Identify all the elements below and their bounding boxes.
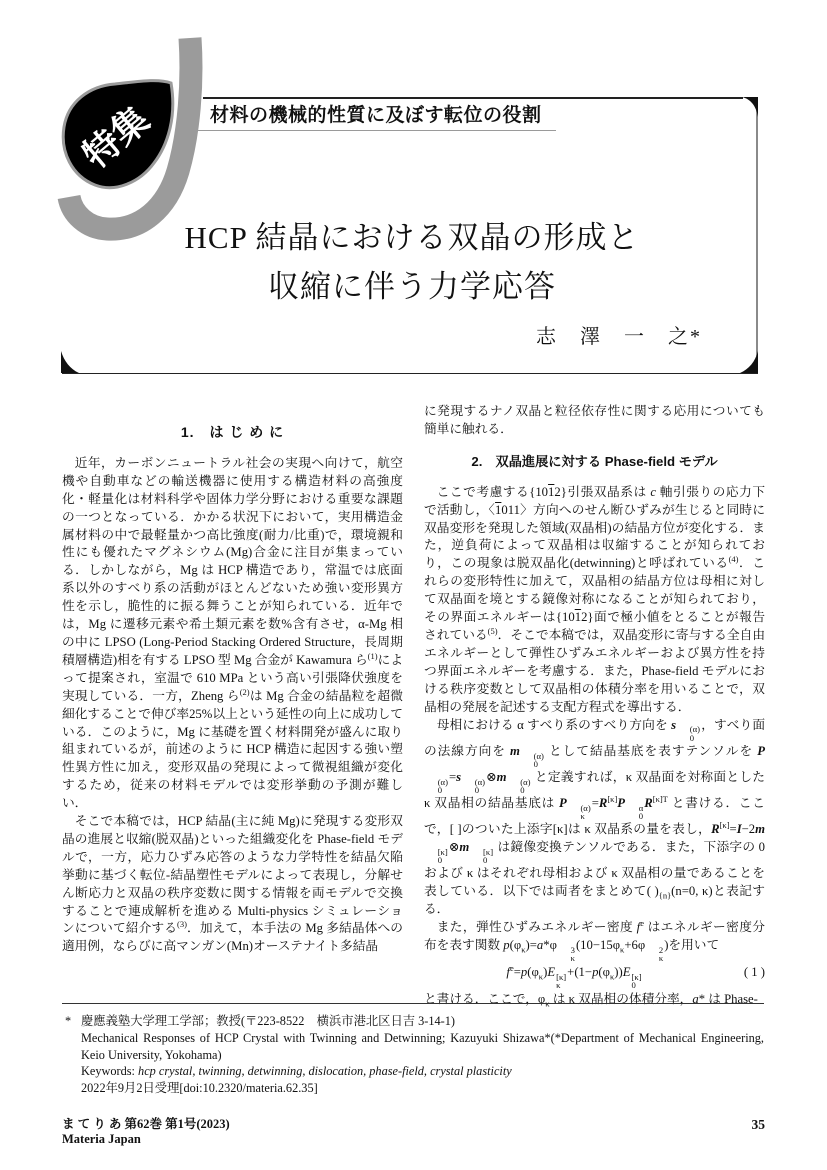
author-name: 志 澤 一 之* — [536, 326, 702, 348]
right-column — [424, 403, 766, 1009]
body-paragraph: ここで考慮する{1012}引張双晶系は c 軸引張りの応力下で活動し，〈1011〉方向へのせん断ひずみが生じると同時に双晶変形を発現した領域(双晶相)の結晶方位が変化する．また，逆負荷によって双晶相は収縮することが知られており，この現象は脱双晶化(detwinning)と呼ばれている$^{(4)}$．これらの変形特性に加えて，双晶相の結晶方位は母相に対して双晶面を境とする鏡像対称になることが知られており，その界面エネルギーは{1012}面で極小値をとることが報告されている$^{(5)}$．そこで本稿では，双晶変形に寄与する全自由エネルギーとして弾性ひずみエネルギーおよび異方性を持つ界面エネルギーを考慮する．また，Phase-field モデルにおける秩序変数として双晶相の体積分率を用いることで，双晶相の発展を記述する支配方程式を導出する． — [424, 484, 766, 714]
article-title-line2: 収縮に伴う力学応答 — [268, 269, 556, 304]
footnote-received-doi: 2022年9月2日受理[doi:10.2320/materia.62.35] — [81, 1081, 318, 1096]
article-title — [62, 213, 762, 311]
page-number: 35 — [751, 1117, 765, 1132]
left-column — [62, 403, 403, 1002]
footnote-english-title: Mechanical Responses of HCP Crystal with Twinning and Detwinning; Kazuyuki Shizawa*(*Department of Mechanical Engineering, Keio University, Yokohama) — [81, 1030, 764, 1062]
equation-1-formula: $f^e=p(\varphi_\kappa)E$ [κ] κ $+(1-p(\varphi_\kappa))E$ [κ] 0 — [506, 962, 642, 991]
frame-corner-bottom-left — [61, 351, 79, 373]
frame-corner-bottom-right — [740, 351, 758, 373]
series-title: 材料の機械的性質に及ぼす転位の役割 — [210, 105, 542, 126]
frame-corner-top-right — [742, 97, 758, 117]
journal-title-en: Materia Japan — [62, 1132, 141, 1146]
equation-1-number: ( 1 ) — [743, 964, 765, 979]
section-1-heading: 1. は じ め に — [180, 424, 285, 440]
section-2-heading: 2. 双晶進展に対する Phase-field モデル — [471, 453, 718, 469]
body-paragraph: に発現するナノ双晶と粒径依存性に関する応用についても簡単に触れる． — [424, 404, 765, 436]
body-paragraph: また，弾性ひずみエネルギー密度 $f^e$ はエネルギー密度分布を表す関数 $p(\varphi_\kappa)=a*\varphi$ 3 κ ($10-15\varphi_\kappa+6\varphi$ 2 κ )を用いて — [424, 917, 765, 964]
body-paragraph: 母相における α すべり系のすべり方向を s (α) 0 ，すべり面の法線方向を m (α) 0 として結晶基底を表すテンソルを P (α) 0 =s (α) 0 ⊗m (α) 0 と定義すれば，κ 双晶面を対称面とした κ 双晶相の結晶基底は P (α) κ =R[κ]P α 0 $R^{[\kappa]T}$ と書ける．ここで，[ ]のついた上添字[κ]は κ 双晶系の量を表し，R[κ]=I−2m [κ] 0 ⊗m [κ] 0 は鏡像変換テンソルである．また，下添字の 0 および κ はそれぞれ母相および κ 双晶相の量であることを表している．以下では両者をまとめて( )$_{\{n\}}(n=0$, κ)と表記する． — [424, 717, 766, 916]
footnote-row — [62, 1013, 764, 1097]
article-title-line1: HCP 結晶における双晶の形成と — [184, 220, 640, 255]
title-frame-bottom-line — [62, 373, 758, 375]
equation-1 — [424, 964, 765, 990]
footnote-keywords: Keywords: hcp crystal, twinning, detwinning, dislocation, phase-field, crystal plasticity — [81, 1064, 512, 1079]
footnote-block — [62, 1003, 764, 1097]
footnote-affiliation: 慶應義塾大学理工学部；教授(〒223-8522 横浜市港北区日吉 3-14-1) — [81, 1014, 456, 1028]
journal-info — [62, 1117, 230, 1147]
title-frame-top-line — [203, 97, 743, 99]
page-footer — [62, 1117, 765, 1147]
footnote-marker: * — [65, 1014, 72, 1028]
body-paragraph: 近年，カーボンニュートラル社会の実現へ向けて，航空機や自動車などの輸送機器に使用する構造材料の高強度化・軽量化は材料科学や固体力学分野における重要な課題の一つとなっている．かかる状況下において，実用構造金属材料の中で最軽量かつ高比強度(耐力/比重)で，環境親和性にも優れたマグネシウム(Mg)合金に注目が集まっている．しかしながら，Mg は HCP 構造であり，常温では底面系以外のすべり系の活動がほとんどないため強い変形異方性を示し，脆性的に振る舞うことが知られている．近年では，Mg に遷移元素や希土類元素を数%含有させ，α-Mg 相の中に LPSO (Long-Period Stacking Ordered Structure，長周期積層構造)相を有する LPSO 型 Mg 合金が Kawamura ら$^{(1)}$によって提案され，室温で 610 MPa という高い引張降伏強度を実現している．一方，Zheng ら$^{(2)}$は Mg 合金の結晶粒を超微細化することで伸び率25%以上という延性の向上に成功している．このように，Mg に基礎を置く材料開発が盛んに取り組まれているが，前述のように HCP 構造に起因する強い塑性異方性に加え，変形双晶の発現によって微視組織が変化するため，従来の材料モデルでは変形挙動の予測が難しい． — [62, 455, 404, 811]
body-paragraph: と書ける．ここで，$\varphi_\kappa$ は κ 双晶相の体積分率，a* は Phase- — [424, 991, 758, 1009]
body-paragraph: そこで本稿では，HCP 結晶(主に純 Mg)に発現する変形双晶の進展と収縮(脱双晶)といった組織変化を Phase-field モデルで，一方，応力ひずみ応答のような力学特性を結晶欠陥挙動に基づく転位-結晶塑性モデルによって表現し，分解せん断応力と双晶の秩序変数に関する情報を両モデルで交換することで連成解析を進める Multi-physics シミュレーションについて紹介する$^{(3)}$．加えて，本手法の Mg 多結晶体への適用例，ならびに高マンガン(Mn)オーステナイト多結晶 — [62, 814, 403, 954]
journal-title-jp: ま て り あ 第62巻 第1号(2023) — [62, 1117, 230, 1131]
feature-badge-label: 特集 — [75, 98, 157, 176]
footnote-body — [81, 1013, 764, 1097]
